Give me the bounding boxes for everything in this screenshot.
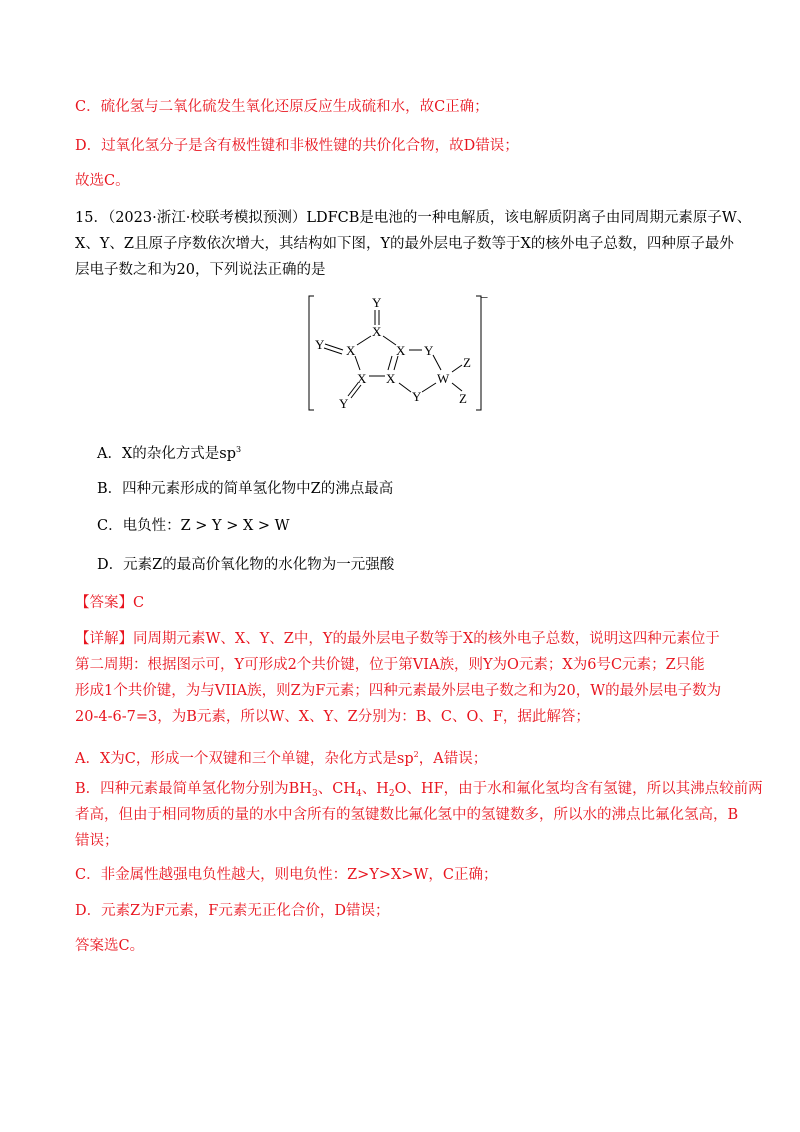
option-d: D．元素Z的最高价氧化物的水化物为一元强酸 [97,557,395,573]
atom-x-bottom-right: X [386,371,396,386]
explanation-a-sup: 2 [413,750,419,759]
atom-x-left: X [346,343,356,358]
explanation-a [75,746,487,768]
line-d-prev: D．过氧化氢分子是含有极性键和非极性键的共价化合物，故D错误； [75,138,519,154]
line-c-prev: C．硫化氢与二氧化硫发生氧化还原反应生成硫和水，故C正确； [75,99,489,115]
explanation-line-3: 形成1个共价键，为与VIIA族，则Z为F元素；四种元素最外层电子数之和为20，W的最外层电子数为 [75,683,722,699]
atom-y-ring: Y [424,343,434,358]
atom-x-top: X [372,324,382,339]
explanation-b-1 [75,780,763,803]
question-line-2: X、Y、Z且原子序数依次增大，其结构如下图，Y的最外层电子数等于X的核外电子总数，四种原子最外 [75,236,734,252]
option-a-sup: 3 [236,445,242,454]
atom-x-right: X [396,343,406,358]
question-line-1: 15．（2023·浙江·校联考模拟预测）LDFCB是电池的一种电解质，该电解质阴离子由同周期元素原子W、 [75,210,752,226]
answer-label: 【答案】C [75,595,145,611]
atom-w: W [437,371,450,386]
explanation-line-1: 【详解】同周期元素W、X、Y、Z中，Y的最外层电子数等于X的核外电子总数，说明这四种元素位于 [75,631,720,647]
explanation-a-tail: ，A错误； [418,751,488,767]
option-b: B．四种元素形成的简单氢化物中Z的沸点最高 [97,481,394,497]
atom-y-bottom-left: Y [339,396,349,411]
eb1-part-d: O、HF，由于水和氟化氢均含有氢键，所以其沸点较前两 [394,781,763,797]
explanation-line-4: 20-4-6-7=3，为B元素，所以W、X、Y、Z分别为：B、C、O、F，据此解答； [75,709,590,725]
explanation-b-3: 错误； [75,833,119,849]
atom-y-top: Y [372,295,382,310]
atom-x-bottom-left: X [357,371,367,386]
explanation-c: C．非金属性越强电负性越大，则电负性：Z>Y>X>W，C正确； [75,867,498,883]
eb1-sub-2: 4 [355,789,362,799]
option-c: C．电负性：Z > Y > X > W [97,518,290,534]
molecule-structure-diagram [305,290,489,414]
option-a-text: A．X的杂化方式是sp [97,446,237,462]
explanation-a-text: A．X为C，形成一个双键和三个单键，杂化方式是sp [75,751,414,767]
eb1-sub-3: 2 [388,789,395,799]
explanation-b-2: 者高，但由于相同物质的量的水中含所有的氢键数比氟化氢中的氢键数多，所以水的沸点比氟化氢高，B [75,807,739,823]
question-line-3: 层电子数之和为20，下列说法正确的是 [75,262,326,278]
atom-y-bottom: Y [412,389,422,404]
eb1-part-c: 、H [361,781,389,797]
eb1-part-a: B．四种元素最简单氢化物分别为BH [75,781,312,797]
atom-z-bottom: Z [459,391,467,406]
option-a [97,441,241,463]
final-answer: 答案选C。 [75,938,145,954]
atom-y-left: Y [315,337,325,352]
explanation-line-2: 第二周期：根据图示可，Y可形成2个共价键，位于第VIA族，则Y为O元素；X为6号C元素；Z只能 [75,657,705,673]
atom-z-top: Z [463,355,471,370]
line-prev-answer: 故选C。 [75,173,130,189]
eb1-part-b: 、CH [317,781,356,797]
diagram-charge: − [481,290,489,305]
eb1-sub-1: 3 [311,789,318,799]
explanation-d: D．元素Z为F元素，F元素无正化合价，D错误； [75,903,390,919]
